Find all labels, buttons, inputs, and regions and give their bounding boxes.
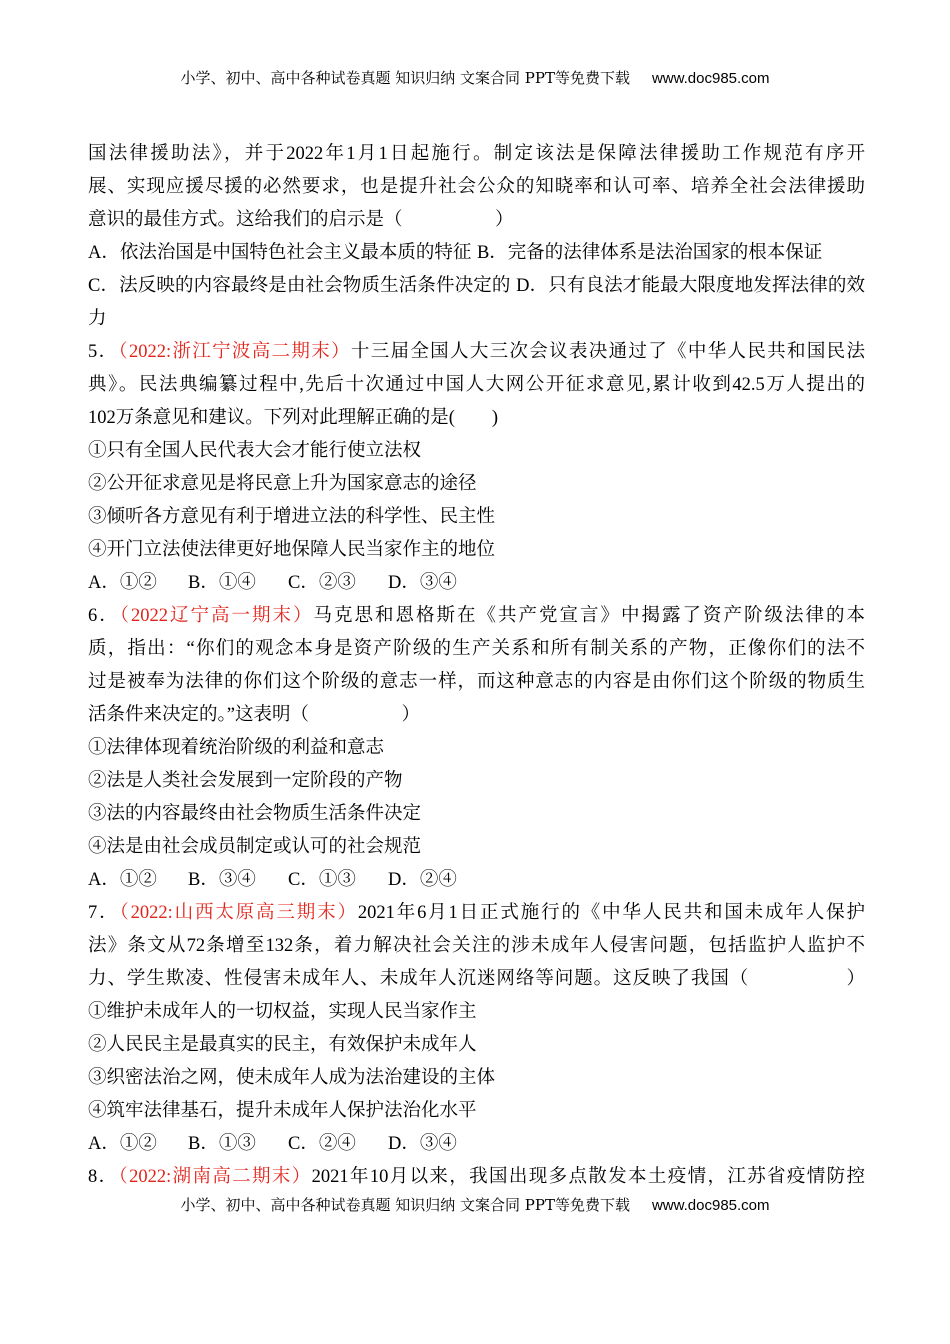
statement-3: ③法的内容最终由社会物质生活条件决定 <box>88 804 422 824</box>
question-6 <box>88 600 865 897</box>
question-4-continuation <box>88 138 865 336</box>
stem-text: 十三届全国人大三次会议表决通过了《中华人民共和国民法 <box>350 342 865 362</box>
page-footer <box>0 1193 950 1217</box>
option-letter: C． <box>288 870 319 890</box>
stem-line: 102万条意见和建议。下列对此理解正确的是( ) <box>88 408 499 428</box>
statement-2: ②人民民主是最真实的民主，有效保护未成年人 <box>88 1035 477 1055</box>
stem-text: 2021年6月1日正式施行的《中华人民共和国未成年人保护 <box>357 903 865 923</box>
stem-line: 活条件来决定的。”这表明（ ） <box>88 705 420 725</box>
question-source: （2022辽宁高一期末） <box>119 606 314 626</box>
question-number: 5． <box>88 342 119 362</box>
option-a <box>88 864 188 897</box>
stem-line: 力、学生欺凌、性侵害未成年人、未成年人沉迷网络等问题。这反映了我国（ ） <box>88 969 865 989</box>
option-text: 只有良法才能最大限度地发挥法律的效力 <box>88 276 865 329</box>
option-text: ②③ <box>318 573 356 593</box>
header-slogan: 小学、初中、高中各种试卷真题 知识归纳 文案合同 PPT等免费下载 <box>180 69 630 87</box>
question-first-line <box>88 336 865 369</box>
option-letter: B． <box>188 870 219 890</box>
option-letter: D． <box>388 870 420 890</box>
footer-slogan: 小学、初中、高中各种试卷真题 知识归纳 文案合同 PPT等免费下载 <box>180 1196 630 1214</box>
option-c <box>288 1128 388 1161</box>
stem-line: 展、实现应援尽援的必然要求，也是提升社会公众的知晓率和认可率、培养全社会法律援助 <box>88 177 865 197</box>
option-letter: A． <box>88 1134 120 1154</box>
question-7 <box>88 897 865 1161</box>
document-body <box>88 138 865 1194</box>
option-text: ①② <box>119 573 157 593</box>
option-letter: B． <box>188 1134 219 1154</box>
option-letter: A． <box>88 573 120 593</box>
question-number: 6． <box>88 606 120 626</box>
option-b <box>188 864 288 897</box>
option-text: ①③ <box>218 1134 256 1154</box>
stem-text: 2021年10月以来，我国出现多点散发本土疫情，江苏省疫情防控 <box>311 1167 865 1187</box>
option-letter: D． <box>516 276 549 296</box>
header-site-url: www.doc985.com <box>651 70 770 87</box>
question-5 <box>88 336 865 600</box>
option-d <box>388 1128 488 1161</box>
option-b <box>477 243 822 263</box>
option-a <box>88 1128 188 1161</box>
stem-line: 意识的最佳方式。这给我们的启示是（ ） <box>88 210 514 230</box>
option-text: 依法治国是中国特色社会主义最本质的特征 <box>119 243 472 263</box>
question-first-line <box>88 1161 865 1194</box>
option-text: ②④ <box>419 870 457 890</box>
option-letter: A． <box>88 870 120 890</box>
question-first-line <box>88 897 865 930</box>
option-letter: A． <box>88 243 120 263</box>
stem-line: 过是被奉为法律的你们这个阶级的意志一样，而这种意志的内容是由你们这个阶级的物质生 <box>88 672 865 692</box>
question-source: （2022:山西太原高三期末） <box>119 903 358 923</box>
option-text: ①② <box>119 870 157 890</box>
option-b <box>188 1128 288 1161</box>
options-row <box>88 1128 865 1161</box>
option-letter: D． <box>388 573 420 593</box>
question-number: 7． <box>88 903 120 923</box>
statement-2: ②法是人类社会发展到一定阶段的产物 <box>88 771 403 791</box>
statement-3: ③织密法治之网，使未成年人成为法治建设的主体 <box>88 1068 496 1088</box>
page-header <box>0 66 950 90</box>
option-letter: D． <box>388 1134 420 1154</box>
option-a <box>88 567 188 600</box>
statement-1: ①法律体现着统治阶级的利益和意志 <box>88 738 385 758</box>
option-text: ①② <box>119 1134 157 1154</box>
statement-4: ④筑牢法律基石，提升未成年人保护法治化水平 <box>88 1101 477 1121</box>
options-row <box>88 864 865 897</box>
options-row-cd <box>88 270 865 336</box>
statement-3: ③倾听各方意见有利于增进立法的科学性、民主性 <box>88 507 496 527</box>
option-text: 完备的法律体系是法治国家的根本保证 <box>507 243 823 263</box>
option-d <box>388 864 488 897</box>
option-letter: C． <box>288 1134 319 1154</box>
option-letter: B． <box>188 573 219 593</box>
option-b <box>188 567 288 600</box>
option-c <box>88 276 511 296</box>
option-text: 法反映的内容最终是由社会物质生活条件决定的 <box>119 276 511 296</box>
statement-4: ④法是由社会成员制定或认可的社会规范 <box>88 837 422 857</box>
question-8 <box>88 1161 865 1194</box>
question-source: （2022:浙江宁波高二期末） <box>118 342 351 362</box>
footer-site-url: www.doc985.com <box>651 1197 770 1214</box>
question-source: （2022:湖南高二期末） <box>118 1167 312 1187</box>
option-letter: C． <box>88 276 120 296</box>
option-text: ③④ <box>419 573 457 593</box>
stem-text: 马克思和恩格斯在《共产党宣言》中揭露了资产阶级法律的本 <box>313 606 865 626</box>
statement-4: ④开门立法使法律更好地保障人民当家作主的地位 <box>88 540 496 560</box>
option-text: ①④ <box>218 573 256 593</box>
question-number: 8． <box>88 1167 119 1187</box>
question-first-line <box>88 600 865 633</box>
stem-line: 质，指出：“你们的观念本身是资产阶级的生产关系和所有制关系的产物，正像你们的法不 <box>88 639 865 659</box>
option-a <box>88 243 471 263</box>
options-row-ab <box>88 237 865 270</box>
stem-line: 典》。民法典编纂过程中,先后十次通过中国人大网公开征求意见,累计收到42.5万人提出的 <box>88 375 865 395</box>
options-row <box>88 567 865 600</box>
stem-line: 国法律援助法》，并于2022年1月1日起施行。制定该法是保障法律援助工作规范有序开 <box>88 144 865 164</box>
option-c <box>288 567 388 600</box>
option-d <box>388 567 488 600</box>
option-letter: C． <box>288 573 319 593</box>
option-text: ③④ <box>419 1134 457 1154</box>
statement-1: ①维护未成年人的一切权益，实现人民当家作主 <box>88 1002 477 1022</box>
statement-2: ②公开征求意见是将民意上升为国家意志的途径 <box>88 474 477 494</box>
option-letter: B． <box>476 243 508 263</box>
stem-line: 法》条文从72条增至132条，着力解决社会关注的涉未成年人侵害问题，包括监护人监护不 <box>88 936 865 956</box>
option-text: ①③ <box>318 870 356 890</box>
option-text: ③④ <box>218 870 256 890</box>
option-c <box>288 864 388 897</box>
statement-1: ①只有全国人民代表大会才能行使立法权 <box>88 441 422 461</box>
option-text: ②④ <box>318 1134 356 1154</box>
